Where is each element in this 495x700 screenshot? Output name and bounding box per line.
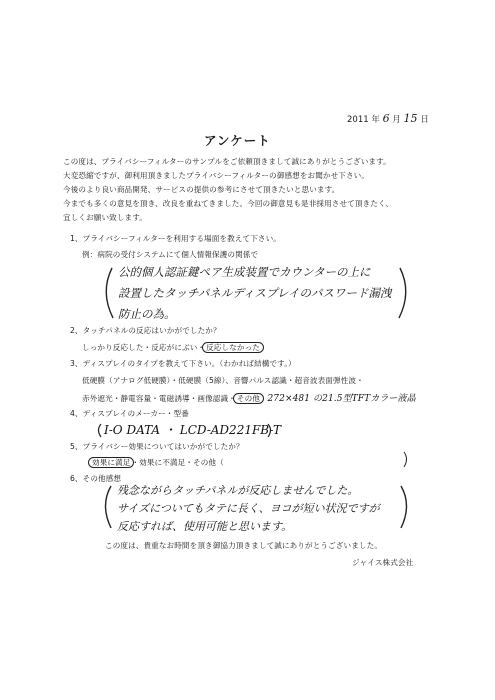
q3-selected-option: その他 xyxy=(233,393,264,404)
date-day-unit: 日 xyxy=(420,115,429,125)
intro-line-5: 宜しくお願い致します。 xyxy=(63,213,148,222)
q3-handwritten-answer: 272×481 の21.5型TFTカラー液晶 xyxy=(267,394,416,404)
q6-answer-line-2: サイズについてもタテに長く、ヨコが短い状況ですが xyxy=(117,502,380,515)
intro-line-3: 今後のより良い商品開発、サービスの提供の参考にさせて頂きたいと思います。 xyxy=(63,185,340,194)
page-title: アンケート xyxy=(204,133,271,148)
q3-option-text: 赤外遮光・静電容量・電磁誘導・画像認識・ xyxy=(82,394,236,403)
q4-answer: I-O DATA ・ LCD-AD221FB-T xyxy=(104,423,281,437)
date-month: 6 xyxy=(382,112,390,125)
intro-line-4: 今までも多くの意見を頂き、改良を重ねてきました。今回の御意見も是非採用させて頂きたく、 xyxy=(63,199,394,208)
company-name: ジャイス株式会社 xyxy=(352,558,414,567)
date-year-unit: 年 xyxy=(371,115,380,125)
q6-open-bracket xyxy=(106,486,112,528)
q1-answer-line-3: 防止の為。 xyxy=(118,307,176,321)
q4-close-bracket xyxy=(268,424,271,437)
q6-question: 6、その他感想 xyxy=(70,474,122,483)
q2-question: 2、タッチパネルの反応はいかがでしたか？ xyxy=(70,326,221,335)
q1-close-bracket xyxy=(399,268,406,318)
q6-answer-line-3: 反応すれば、使用可能と思います。 xyxy=(117,520,293,533)
q1-answer-line-2: 設置したタッチパネルディスプレイのパスワード漏洩 xyxy=(118,286,392,300)
q1-example: 例：病院の受付システムにて個人情報保護の関係で xyxy=(82,250,259,259)
date-year: 2011 xyxy=(347,115,369,125)
closing-message: この度は、貴重なお時間を頂き御協力頂きまして誠にありがとうございました。 xyxy=(105,541,382,550)
date-day: 15 xyxy=(403,112,418,125)
q3-question: 3、ディスプレイのタイプを教えて下さい。（わかれば結構です。） xyxy=(70,359,296,368)
q2-selected-option: 反応しなかった xyxy=(202,342,264,353)
q4-question: 4、ディスプレイのメーカー・型番 xyxy=(70,409,189,418)
q5-close-bracket xyxy=(404,452,407,467)
q2-option-text: しっかり反応した・反応がにぶい・ xyxy=(82,343,206,352)
q1-answer-line-1: 公的個人認証鍵ペア生成装置でカウンターの上に xyxy=(118,265,371,279)
q5-question: 5、プライバシー効果についてはいかがでしたか？ xyxy=(70,442,244,451)
q5-option-text: ・効果に不満足・その他（ xyxy=(131,458,224,467)
intro-line-1: この度は、プライバシーフィルターのサンプルをご依頼頂きまして誠にありがとうございます。 xyxy=(63,157,391,166)
q3-options-line-1: 低硬膜（アナログ低硬膜）・低硬膜（5線）、音響パルス認識・超音波表面弾性波・ xyxy=(82,376,364,385)
q1-question: 1、プライバシーフィルターを利用する場面を教えて下さい。 xyxy=(70,234,281,243)
q5-selected-option: 効果に満足 xyxy=(88,457,134,468)
q6-close-bracket xyxy=(401,486,407,528)
q4-open-bracket xyxy=(99,424,102,437)
date-month-unit: 月 xyxy=(392,115,401,125)
q6-answer-line-1: 残念ながらタッチパネルが反応しませんでした。 xyxy=(117,484,359,497)
intro-line-2: 大変恐縮ですが、御利用頂きましたプライバシーフィルターの御感想をお聞かせ下さい。 xyxy=(63,171,370,180)
q1-open-bracket xyxy=(106,268,113,318)
